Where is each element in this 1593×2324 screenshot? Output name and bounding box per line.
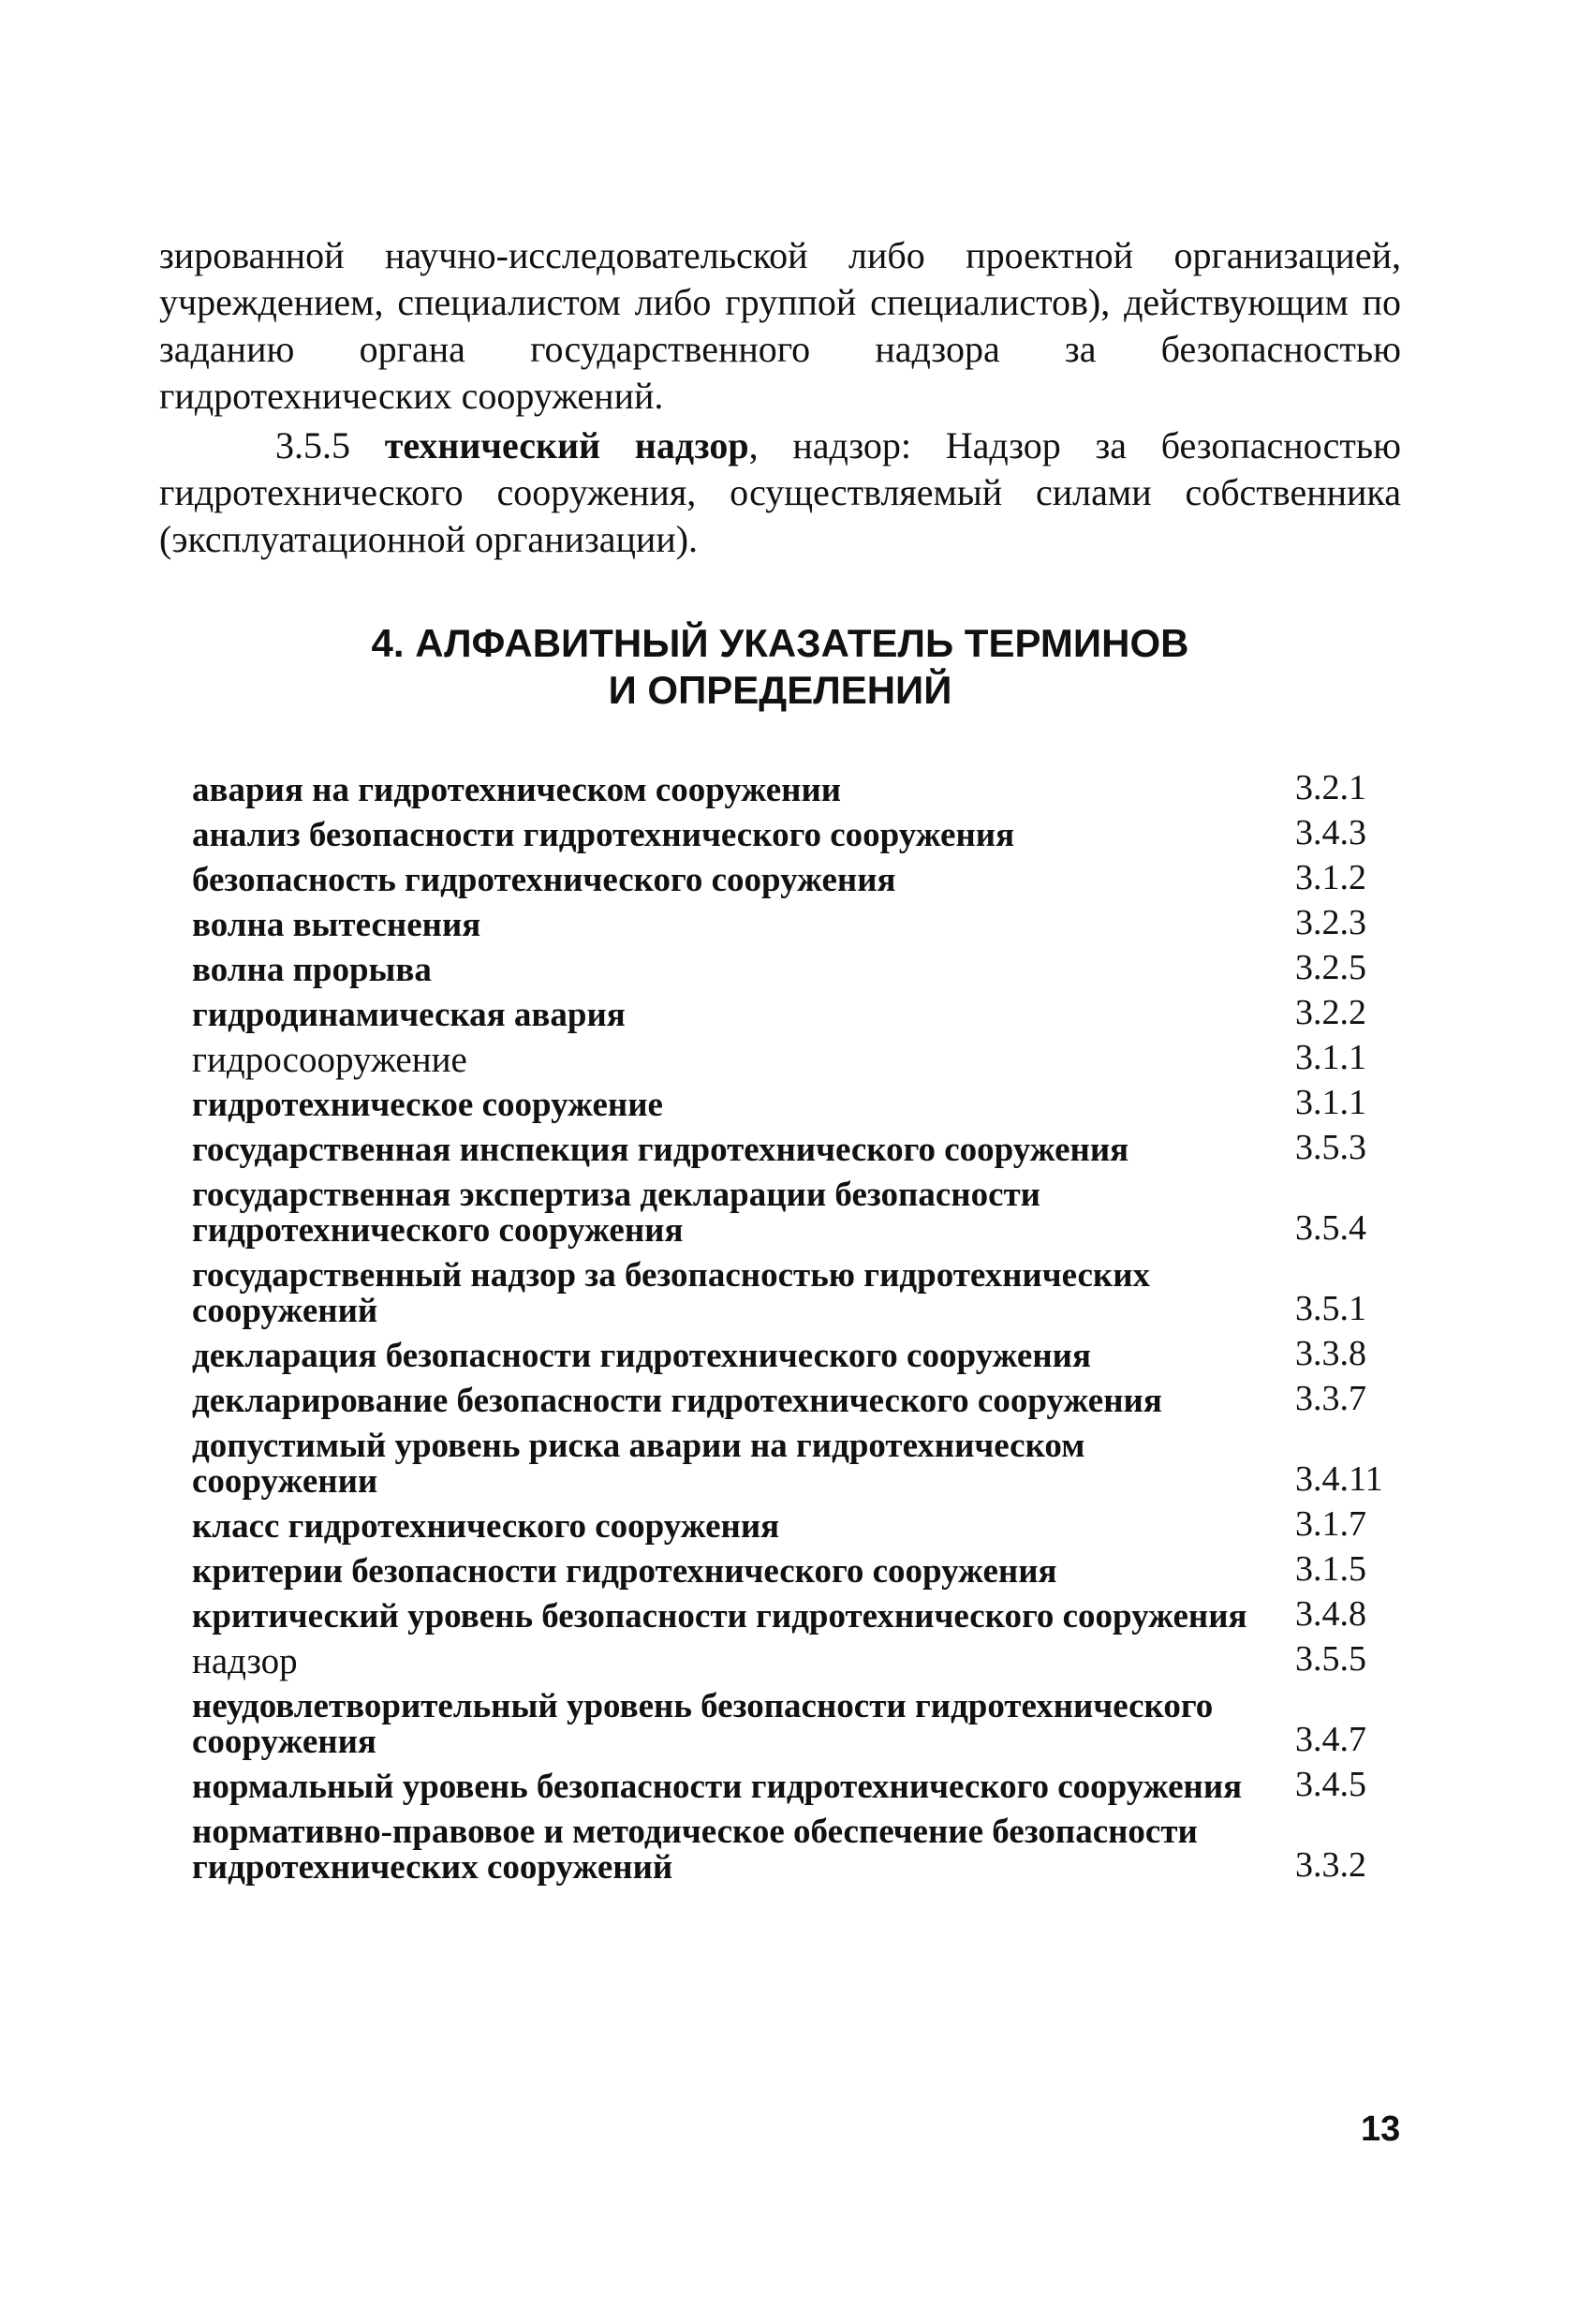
- index-term: допустимый уровень риска аварии на гидротехническом сооружении: [192, 1427, 1085, 1501]
- index-term: государственная экспертиза декларации безопасности гидротехнического сооружения: [192, 1176, 1040, 1250]
- section-heading-line-2: И ОПРЕДЕЛЕНИЙ: [608, 668, 952, 712]
- index-reference: 3.4.7: [1295, 1720, 1366, 1759]
- index-reference: 3.2.3: [1295, 903, 1366, 942]
- index-entry: [192, 1083, 1428, 1128]
- index-entry: [192, 858, 1428, 903]
- index-term: нормативно-правовое и методическое обеспечение безопасности гидротехнических сооружений: [192, 1813, 1198, 1887]
- page-number: 13: [1361, 2109, 1401, 2149]
- index-reference: 3.4.5: [1295, 1765, 1366, 1804]
- index-reference: 3.4.11: [1295, 1459, 1383, 1499]
- index-reference: 3.1.1: [1295, 1038, 1366, 1077]
- alphabetical-index: [192, 768, 1428, 1890]
- index-entry: [192, 993, 1428, 1038]
- index-term: критический уровень безопасности гидротехнического сооружения: [192, 1597, 1247, 1636]
- index-entry: [192, 1128, 1428, 1173]
- index-entry: [192, 1379, 1428, 1424]
- index-entry: [192, 1594, 1428, 1639]
- index-reference: 3.2.1: [1295, 768, 1366, 807]
- section-heading: [159, 620, 1401, 714]
- index-entry: [192, 948, 1428, 993]
- index-term: гидросооружение: [192, 1040, 467, 1080]
- definition-term: технический надзор: [384, 424, 749, 466]
- index-term: авария на гидротехническом сооружении: [192, 771, 842, 809]
- index-entry: [192, 1639, 1428, 1684]
- index-entry: [192, 1334, 1428, 1379]
- index-reference: 3.3.8: [1295, 1334, 1366, 1373]
- index-reference: 3.1.7: [1295, 1504, 1366, 1544]
- index-term: класс гидротехнического сооружения: [192, 1507, 780, 1546]
- index-reference: 3.2.2: [1295, 993, 1366, 1032]
- index-entry: [192, 1424, 1428, 1504]
- index-entry: [192, 813, 1428, 858]
- index-reference: 3.4.3: [1295, 813, 1366, 852]
- index-entry: [192, 768, 1428, 813]
- index-reference: 3.1.2: [1295, 858, 1366, 897]
- index-reference: 3.5.4: [1295, 1208, 1366, 1248]
- index-entry: [192, 1684, 1428, 1765]
- index-term: декларирование безопасности гидротехнического сооружения: [192, 1382, 1162, 1420]
- index-entry: [192, 903, 1428, 948]
- index-reference: 3.1.1: [1295, 1083, 1366, 1122]
- index-reference: 3.5.3: [1295, 1128, 1366, 1167]
- index-entry: [192, 1549, 1428, 1594]
- index-term: неудовлетворительный уровень безопасности гидротехнического сооружения: [192, 1687, 1214, 1761]
- index-entry: [192, 1253, 1428, 1334]
- index-term: волна вытеснения: [192, 906, 481, 944]
- definition-body: , надзор: Надзор за безопасностью гидротехнического сооружения, осуществляемый силами собственника (эксплуатационной организации).: [159, 424, 1402, 560]
- index-term: государственная инспекция гидротехнического сооружения: [192, 1131, 1129, 1169]
- index-entry: [192, 1504, 1428, 1549]
- index-reference: 3.5.1: [1295, 1289, 1366, 1328]
- index-entry: [192, 1173, 1428, 1253]
- definition-paragraph: [159, 422, 1401, 563]
- index-term: критерии безопасности гидротехнического сооружения: [192, 1552, 1057, 1591]
- index-term: государственный надзор за безопасностью гидротехнических сооружений: [192, 1256, 1151, 1330]
- index-term: анализ безопасности гидротехнического сооружения: [192, 816, 1015, 854]
- index-entry: [192, 1810, 1428, 1890]
- index-entry: [192, 1765, 1428, 1810]
- intro-paragraph-continuation: зированной научно-исследовательской либо проектной организацией, учреждением, специалистом либо группой специалистов), действующим по заданию органа государственного надзора за безопасностью гидротехнических сооружений.: [159, 234, 1401, 417]
- section-heading-line-1: 4. АЛФАВИТНЫЙ УКАЗАТЕЛЬ ТЕРМИНОВ: [371, 621, 1189, 665]
- index-reference: 3.3.7: [1295, 1379, 1366, 1418]
- index-reference: 3.4.8: [1295, 1594, 1366, 1634]
- index-term: декларация безопасности гидротехнического сооружения: [192, 1337, 1091, 1375]
- index-entry: [192, 1038, 1428, 1083]
- index-reference: 3.2.5: [1295, 948, 1366, 987]
- index-term: нормальный уровень безопасности гидротехнического сооружения: [192, 1768, 1243, 1806]
- index-reference: 3.3.2: [1295, 1845, 1366, 1885]
- definition-number: 3.5.5: [275, 424, 350, 466]
- index-term: надзор: [192, 1641, 298, 1681]
- index-term: гидродинамическая авария: [192, 996, 626, 1034]
- index-reference: 3.1.5: [1295, 1549, 1366, 1589]
- index-term: волна прорыва: [192, 951, 432, 989]
- intro-text: [159, 232, 1401, 563]
- index-term: гидротехническое сооружение: [192, 1086, 663, 1124]
- index-term: безопасность гидротехнического сооружения: [192, 861, 896, 899]
- index-reference: 3.5.5: [1295, 1639, 1366, 1679]
